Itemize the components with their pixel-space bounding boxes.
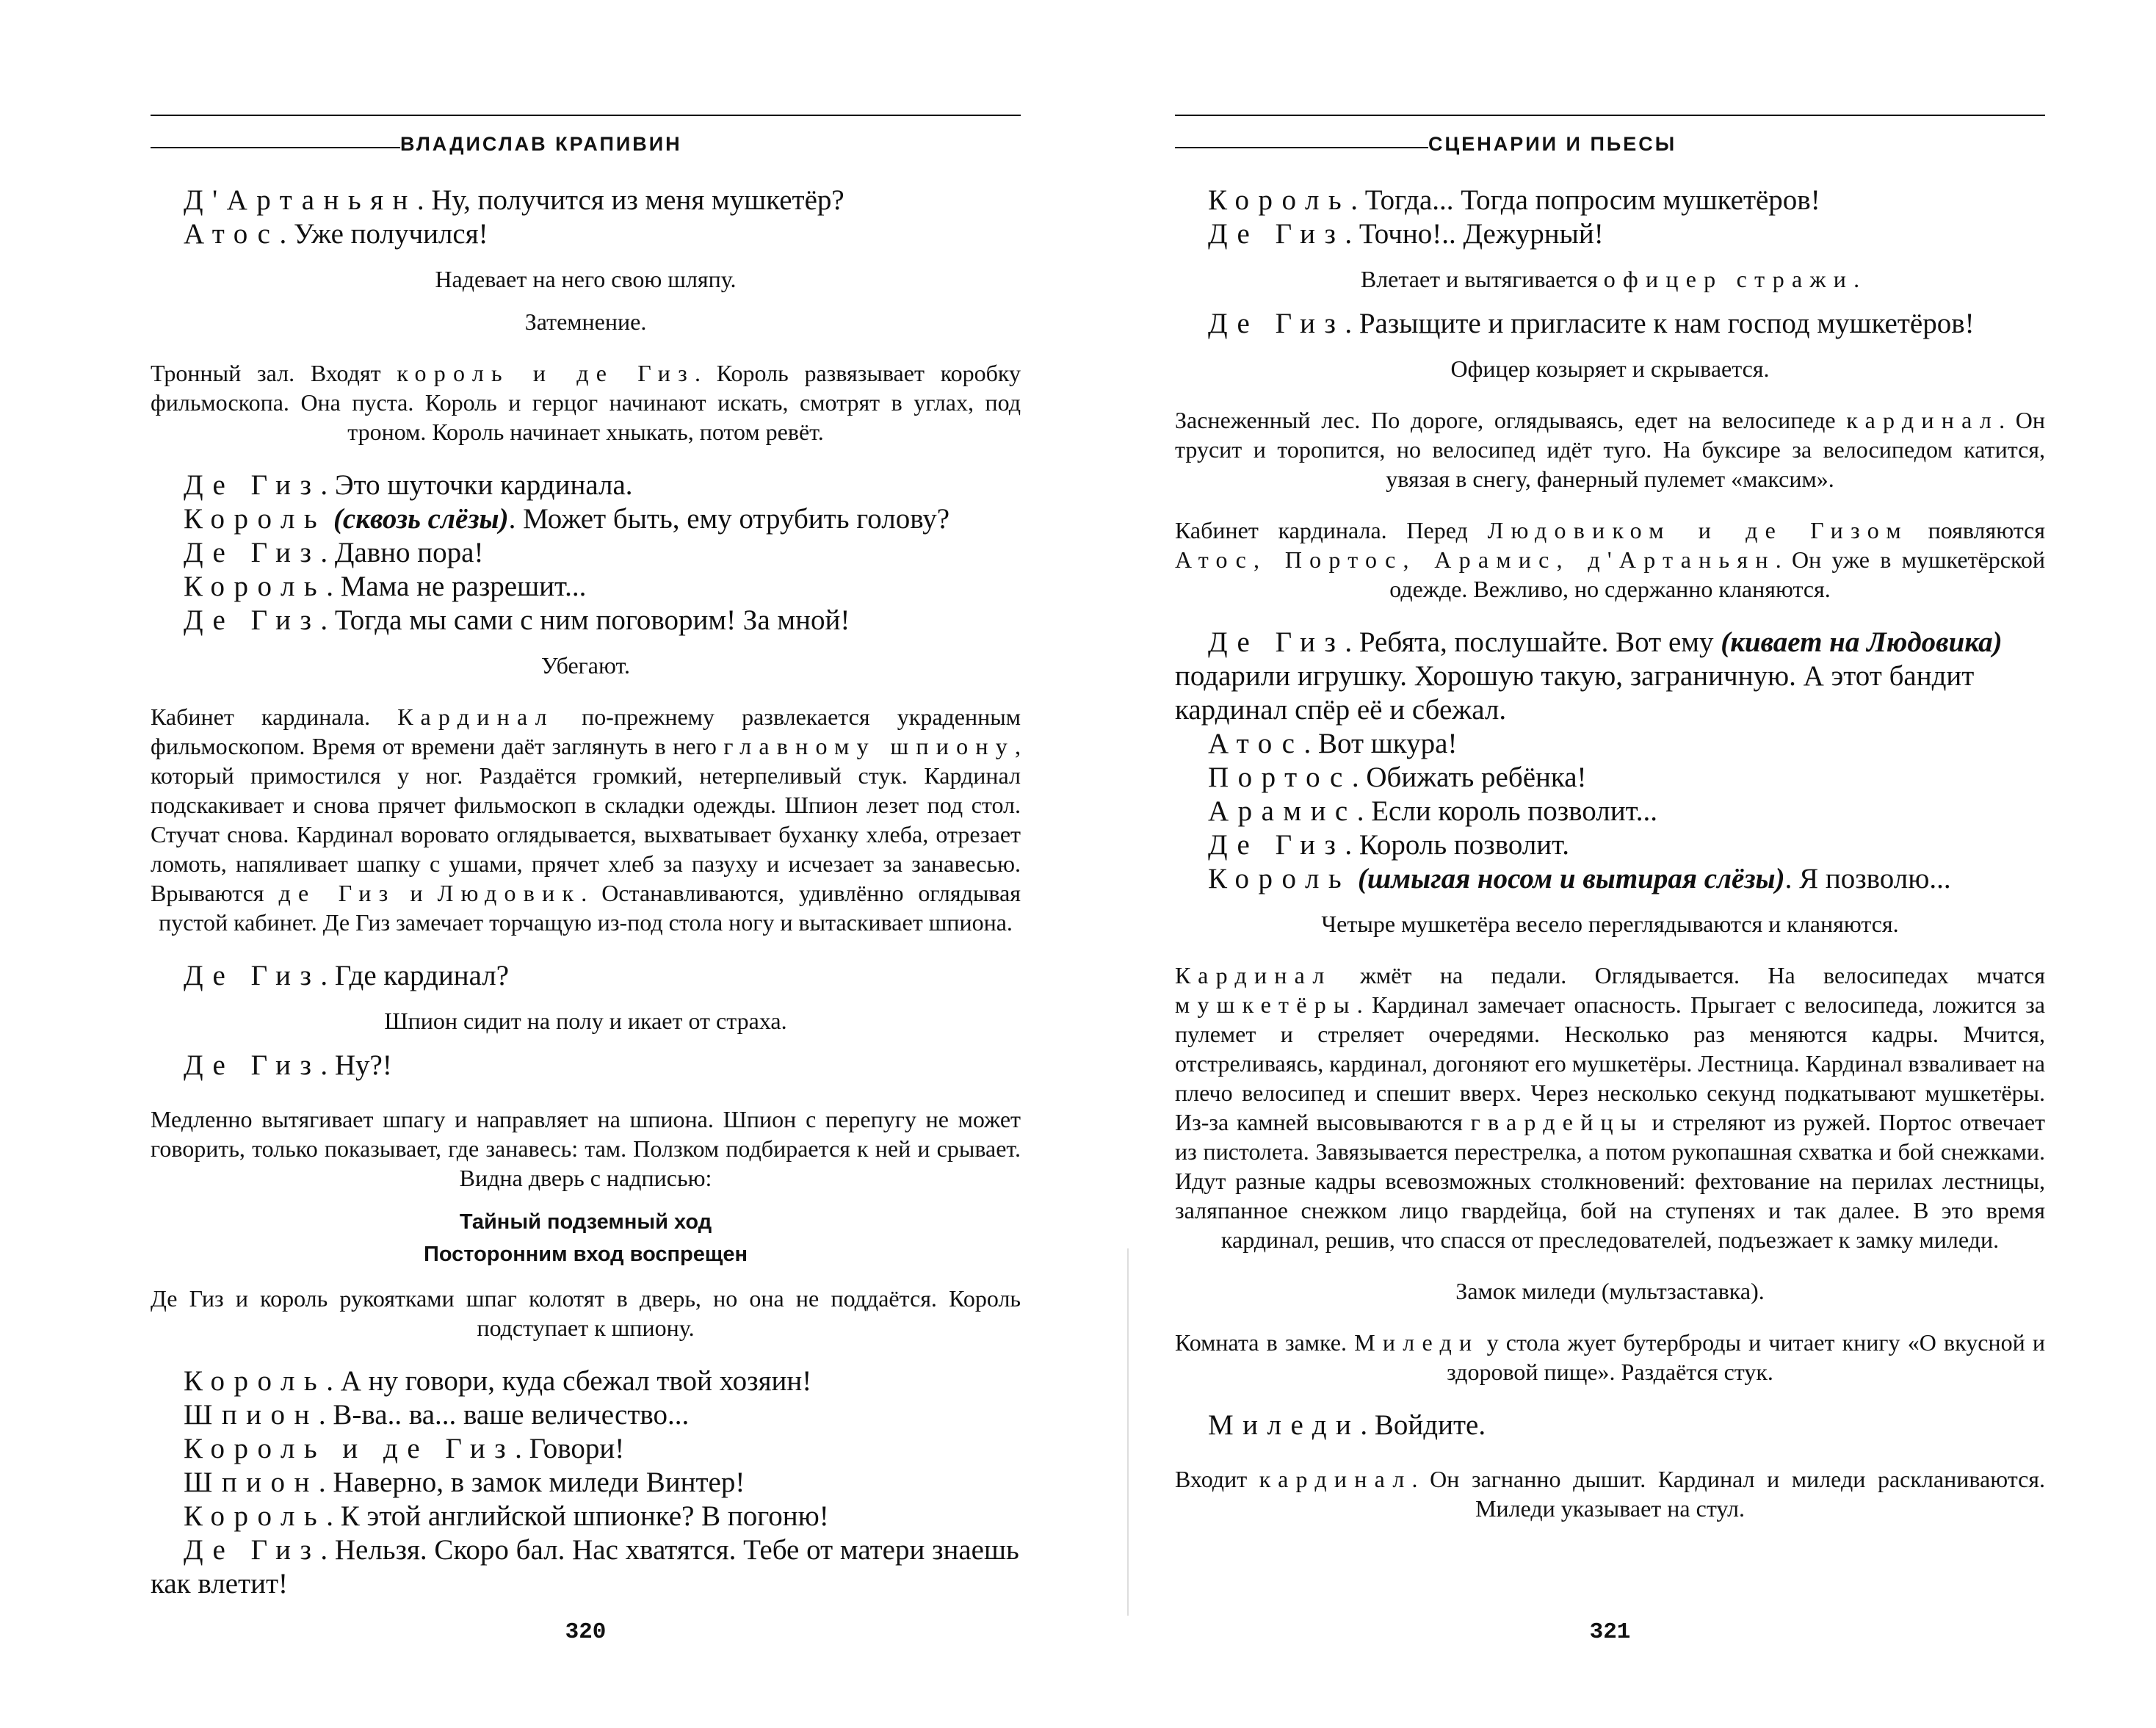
page-number: 321 <box>1589 1619 1631 1645</box>
stage-paragraph: Комната в замке. Миледи у стола жует бутерброды и читает книгу «О вкусной и здоровой пище». Раздаётся стук. <box>1175 1329 2046 1385</box>
right-page <box>1175 0 2045 1728</box>
dialogue-line: Король (сквозь слёзы). Может быть, ему отрубить голову? <box>184 503 950 535</box>
dialogue-line: Де Гиз. Точно!.. Дежурный! <box>1208 218 1604 250</box>
stage-direction: Надевает на него свою шляпу. <box>435 266 737 292</box>
stage-direction: Офицер козыряет и скрывается. <box>1450 355 1770 382</box>
dialogue-line: Де Гиз. Тогда мы сами с ним поговорим! За мной! <box>184 604 850 636</box>
dialogue-line: Де Гиз. Нельзя. Скоро бал. Нас хватятся. Тебе от матери знаешь как влетит! <box>151 1534 1019 1599</box>
dialogue-line: Король. А ну говори, куда сбежал твой хозяин! <box>184 1365 812 1397</box>
dialogue-line: Атос. Уже получился! <box>184 218 488 250</box>
dialogue-line: Король (шмыгая носом и вытирая слёзы). Я позволю... <box>1208 863 1951 894</box>
dialogue-line: Король. К этой английской шпионке? В погоню! <box>184 1500 829 1532</box>
dialogue-line: Шпион. В-ва.. ва... ваше величество... <box>184 1399 690 1431</box>
stage-paragraph: Входит кардинал. Он загнанно дышит. Кардинал и миледи раскланиваются. Миледи указывает на стул. <box>1175 1466 2046 1522</box>
dialogue-line: Де Гиз. Ну?! <box>184 1049 392 1081</box>
running-header-text: СЦЕНАРИИ И ПЬЕСЫ <box>1428 133 1677 155</box>
stage-paragraph: Тронный зал. Входят король и де Гиз. Король развязывает коробку фильмоскопа. Она пуста. Король и герцог начинают искать, смотрят в углах, под троном. Король начинает хныкать, потом ревёт. <box>151 360 1021 445</box>
stage-paragraph: Заснеженный лес. По дороге, оглядываясь, едет на велосипеде кардинал. Он трусит и торопится, но велосипед идёт туго. На буксире за велосипедом катится, увязая в снегу, фанерный пулемет «максим». <box>1175 407 2046 492</box>
stage-paragraph: Кабинет кардинала. Перед Людовиком и де Гизом появляются Атос, Портос, Арамис, д'Артаньян. Он уже в мушкетёрской одежде. Вежливо, но сдержанно кланяются. <box>1175 517 2046 602</box>
top-rule <box>1175 115 2045 116</box>
stage-paragraph: Медленно вытягивает шпагу и направляет на шпиона. Шпион с перепугу не может говорить, только показывает, где занавесь: там. Ползком подбирается к ней и срывает. Видна дверь с надписью: <box>151 1106 1021 1191</box>
dialogue-line: Король. Мама не разрешит... <box>184 571 587 602</box>
running-header <box>151 126 1021 156</box>
dialogue-line: Де Гиз. Где кардинал? <box>184 960 510 991</box>
top-rule <box>151 115 1021 116</box>
stage-direction: Замок миледи (мультзаставка). <box>1455 1278 1765 1304</box>
dialogue-line: Король и де Гиз. Говори! <box>184 1433 625 1464</box>
stage-paragraph: Кабинет кардинала. Кардинал по-прежнему развлекается украденным фильмоскопом. Время от времени даёт заглянуть в него главному шпиону, который примостился у ног. Раздаётся громкий, нетерпеливый стук. Кардинал подскакивает и снова прячет фильмоскоп в складки одежды. Шпион лезет под стол. Стучат снова. Кардинал воровато оглядывается, выхватывает буханку хлеба, отрезает ломоть, напяливает шапку с ушами, прячет хлеб за пазуху и исчезает за занавесью. Врываются де Гиз и Людовик. Останавливаются, удивлённо оглядывая пустой кабинет. Де Гиз замечает торчащую из-под стола ногу и вытаскивает шпиона. <box>151 704 1021 936</box>
dialogue-line: Шпион. Наверно, в замок миледи Винтер! <box>184 1467 745 1498</box>
dialogue-line: Портос. Обижать ребёнка! <box>1208 762 1587 793</box>
running-header-text: ВЛАДИСЛАВ КРАПИВИН <box>400 133 682 155</box>
dialogue-line: Король. Тогда... Тогда попросим мушкетёров! <box>1208 184 1820 216</box>
running-header <box>1175 126 2045 156</box>
dialogue-line: Де Гиз. Давно пора! <box>184 537 484 568</box>
left-page-body <box>151 184 1021 1601</box>
dialogue-line: Арамис. Если король позволит... <box>1208 795 1657 827</box>
dialogue-line: Де Гиз. Король позволит. <box>1208 829 1570 861</box>
stage-direction: Шпион сидит на полу и икает от страха. <box>384 1008 787 1034</box>
page-gutter <box>1127 1248 1129 1616</box>
right-page-body <box>1175 184 2045 1523</box>
stage-direction: Убегают. <box>540 652 631 679</box>
dialogue-line: Де Гиз. Это шуточки кардинала. <box>184 469 633 501</box>
page-number: 320 <box>565 1619 607 1645</box>
header-rule <box>151 147 400 148</box>
stage-paragraph: Кардинал жмёт на педали. Оглядывается. На велосипедах мчатся мушкетёры. Кардинал замечает опасность. Прыгает с велосипеда, ложится за пулемет и стреляет очередями. Несколько раз меняются кадры. Мчится, отстреливаясь, кардинал, догоняют его мушкетёры. Лестница. Кардинал взваливает на плечо велосипед и спешит вверх. Через несколько секунд подкатывают мушкетёры. Из-за камней высовываются гвардейцы и стреляют из ружей. Портос отвечает из пистолета. Завязывается перестрелка, а потом рукопашная схватка и бой снежками. Идут разные кадры всевозможных столкновений: фехтование на перилах лестницы, заляпанное снежком лицо гвардейца, бой на ступенях и так далее. В это время кардинал, решив, что спасся от преследователей, подъезжает к замку миледи. <box>1175 962 2046 1253</box>
dialogue-line: Де Гиз. Ребята, послушайте. Вот ему (кивает на Людовика) подарили игрушку. Хорошую такую, заграничную. А этот бандит кардинал спёр её и сбежал. <box>1175 626 2003 726</box>
door-sign-line: Тайный подземный ход <box>459 1210 712 1234</box>
left-page <box>151 0 1021 1728</box>
dialogue-line: Миледи. Войдите. <box>1208 1409 1486 1441</box>
stage-direction: Четыре мушкетёра весело переглядываются и кланяются. <box>1321 911 1899 937</box>
stage-paragraph: Де Гиз и король рукоятками шпаг колотят в дверь, но она не поддаётся. Король подступает к шпиону. <box>151 1285 1021 1341</box>
stage-direction: Влетает и вытягивается офицер стражи. <box>1360 266 1860 292</box>
stage-direction: Затемнение. <box>524 308 647 335</box>
dialogue-line: Де Гиз. Разыщите и пригласите к нам господ мушкетёров! <box>1208 308 1975 339</box>
header-rule <box>1175 147 1428 148</box>
door-sign-line: Посторонним вход воспрещен <box>423 1243 748 1266</box>
dialogue-line: Д'Артаньян. Ну, получится из меня мушкетёр? <box>184 184 844 216</box>
dialogue-line: Атос. Вот шкура! <box>1208 728 1458 759</box>
